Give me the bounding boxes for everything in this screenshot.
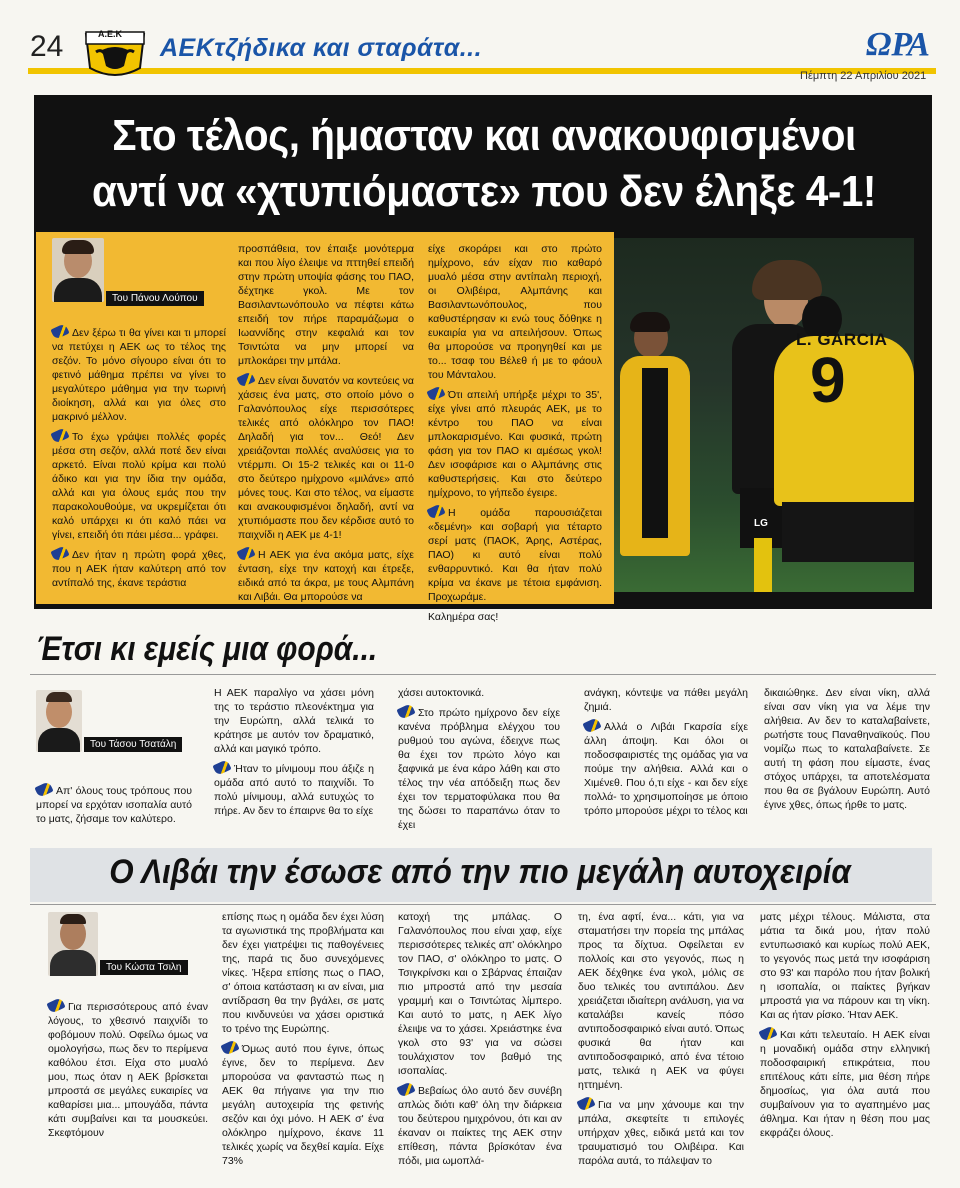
pen-icon	[426, 503, 445, 520]
pen-icon	[396, 1081, 415, 1098]
author-byline: Του Κώστα Τσιλη	[100, 960, 188, 975]
pen-icon	[50, 545, 69, 562]
author-photo-tsatalis	[36, 690, 82, 752]
article2-column-4: ανάγκη, κόντεψε να πάθει μεγάλη ζημιά. Αλλά ο Λιβάι Γκαρσία είχε άλλη άποψη. Και όλοι οι ποδοσφαιριστές της ομάδας για να πούμε την αλήθεια. Αλλά και ο Χιμένεθ. Που ό,τι είχε - και δεν είχε πολλά- το χρησιμοποίησε με όποιο τρόπο μπορούσε μέχρι το τέλος και	[584, 687, 748, 817]
pen-icon	[220, 1039, 239, 1056]
author-byline: Του Τάσου Τσατάλη	[84, 737, 182, 752]
author-photo-tsilis	[48, 912, 98, 976]
article3-column-2: επίσης πως η ομάδα δεν έχει λύση τα αγωνιστικά της προβλήματα και δεν έχει γιατρέψει τις παθογένειες της, παρά τις δυο συνεχόμενες νίκες. Ήξερα επίσης πως ο ΠΑΟ, σ' όποια κατάσταση κι αν είναι, μια αντίδραση θα την βγάλει, σε ματς που κινδυνεύει να χάσει οριστικά το τρένο της Ευρώπης. Όμως αυτό που έγινε, όπως έγινε, δεν το περίμενα. Δεν μπορούσα να φανταστώ πως η ΑΕΚ θα πήγαινε για την πιο μεγάλη αυτοχειρία της φετινής σεζόν και όχι μόνο. Η ΑΕΚ σ' ένα ολόκληρο ημίχρονο, έκανε 11 τελικές χωρίς να δεχθεί καμία. Είχε 73%	[222, 911, 384, 1167]
sponsor-logo: LG	[754, 518, 768, 529]
pen-icon	[758, 1025, 777, 1042]
author-photo-loupos	[52, 238, 104, 302]
divider	[30, 904, 936, 905]
article3-column-1: Για περισσότερους από έναν λόγους, το χθεσινό παιχνίδι το φοβόμουν πολύ. Οφείλω όμως να ομολογήσω, πως δεν το περίμενα καθόλου έτσι. Είχα στο μυαλό μου, πως όταν η ΑΕΚ βρίσκεται μπροστά σε μεγάλες ευκαιρίες να καθαρίσει μια... μπουγάδα, πάντα κάτι συμβαίνει και τα μουσκεύει. Σκεφτόμουν	[48, 1000, 208, 1146]
article2-column-1: Απ' όλους τους τρόπους που μπορεί να ερχόταν ισοπαλία αυτό το ματς, ζήσαμε τον καλύτερο.	[36, 784, 192, 832]
publication-logo: ΩΡΑ	[866, 26, 930, 63]
pen-icon	[236, 371, 255, 388]
article1-column-2: προσπάθεια, τον έπαιξε μονότερμα και που λίγο έλειψε να πττηθεί επειδή στην πρώτη υποψία φάσης του ΠΑΟ, δέχτηκε γκολ. Με τον Βασιλαντωνόπουλο να πέφτει κάτω επειδή τον πήρε παραμάζωμα ο Ιωαννίδης στην κεφαλιά και τον Τσιντώτα να μην μπορεί να μπλοκάρει την μπάλα. Δεν είναι δυνατόν να κοντεύεις να χάσεις ένα ματς, στο οποίο μόνο ο Γαλανόπουλος είχε περισσότερες τελικές από ολόκληρο τον ΠΑΟ! Δηλαδή για τον... Θεό! Δεν χρειάζονται πολλές αναλύσεις για το ντέρμπι. Οι 15-2 τελικές και οι 11-0 στο δεύτερο ημίχρονο «μιλάνε» από μόνες τους. Και στο τέλος, να είμαστε και ανακουφισμένοι δηλαδή, αντί να χτυπιόμαστε που δεν κέρδισε αυτό το παιχνίδι η ΑΕΚ με 4-1! Η ΑΕΚ για ένα ακόμα ματς, είχε ένταση, είχε την κατοχή και έτρεξε, ειδικά από τα άκρα, με τους Αλμπάνη και Λιβάι. Θα μπορούσε να	[238, 243, 414, 603]
article1-column-1: Δεν ξέρω τι θα γίνει και τι μπορεί να πετύχει η ΑΕΚ ως το τέλος της σεζόν. Το μόνο σίγουρο είναι ότι το φετινό μάθημα πρέπει να γίνει το μεγαλύτερο μάθημα για την τωρινή διοίκηση, αλλά και για όλες στο μακρινό μέλλον. Το έχω γράψει πολλές φορές μέσα στη σεζόν, αλλά ποτέ δεν είναι αρκετό. Είναι πολύ κρίμα και πολύ άδικο και για την ίδια την ομάδα, αλλά και για όλους εμάς που την παρακολουθούμε, να υκρεμίζεται ότι καλό υπάρχει κι ότι καλό πάει να γίνει, επειδή ότι πάει μέσα... γράφει. Δεν ήταν η πρώτη φορά χθες, που η ΑΕΚ ήταν καλύτερη από τον αντίπαλό της, έκανε τεράστια	[52, 326, 226, 596]
pen-icon	[50, 427, 69, 444]
main-headline-line1: Στο τέλος, ήμασταν και ανακουφισμένοι	[112, 111, 856, 160]
article2-headline: Έτσι κι εμείς μια φορά...	[36, 630, 378, 668]
pen-icon	[50, 323, 69, 340]
main-headline	[76, 108, 893, 220]
main-headline-line2: αντί να «χτυπιόμαστε» που δεν έληξε 4-1!	[92, 167, 876, 216]
article2-column-2: Η ΑΕΚ παραλίγο να χάσει μόνη της το τεράστιο πλεονέκτημα για την Ευρώπη, αλλά τελικά το κράτησε με αυτόν τον δραματικό, αλλά και μαγικό τρόπο. Ήταν το μίνιμουμ που άξιζε η ομάδα από αυτό το παιχνίδι. Το πολύ μίνιμουμ, αλλά ευτυχώς το πήρε. Αν δεν το έπαιρνε θα το είχε	[214, 687, 374, 817]
pen-icon	[34, 781, 53, 798]
article1-column-3: είχε σκοράρει και στο πρώτο ημίχρονο, εάν είχαν πιο καθαρό μυαλό μέσα στην αντίπαλη περιοχή, οι Ολιβέιρα, Αλμπάνης και Βασιλαντωνόπουλος, που καθυστέρησαν κι ενώ τους δόθηκε η ευκαιρία για να απειλήσουν. Όπως θα μπορούσε να προηγηθεί και με το... τσαφ του Βέλεθ ή με το φάουλ του Μάνταλου. Ότι απειλή υπήρξε μέχρι το 35', είχε γίνει από πλευράς ΑΕΚ, με το κέντρο του ΠΑΟ να είναι μπλοκαρισμένο. Και φυσικά, πρώτη φάση για τον ΠΑΟ κι αμέσως γκολ! Δεν ισοφάρισε και ο Αλμπάνης στις καθυστερήσεις. Και στο δεύτερο ημίχρονο, το γήπεδο έγειρε. Η ομάδα παρουσιάζεται «δεμένη» και σοβαρή για τέταρτο σερί ματς (ΠΑΟΚ, Άρης, Αστέρας, ΠΑΟ) κι αυτό είναι πολύ ενθαρρυντικό. Και θα ήταν πολύ κρίμα να έκανε με τέτοια εμφάνιση. Προχωράμε. Καλημέρα σας!	[428, 243, 602, 623]
article3-column-4: τη, ένα αφτί, ένα... κάτι, για να σταματήσει την πορεία της μπάλας προς τα δίχτυα. Οφείλεται εν πολλοίς και στο γεγονός, πως η ΑΕΚ δέχθηκε ένα γκολ, μόλις σε δυο τελικές του αντιπάλου. Δεν χρειάζεται ιδιαίτερη ανάλυση, για να καταλάβει κανείς πόσο αντιποδοσφαιρικό είναι αυτό. Όπως φυσικά θα ήταν και αντιποδοσφαιρικό, από ένα τέτοιο ματς, τελικά η ΑΕΚ να φύγει ηττημένη. Για να μην χάνουμε και την μπάλα, σκεφτείτε τι επιλογές υπήρχαν χθες, ειδικά μετά και τον τραυματισμό του Ολιβέιρα. Και παρόλα αυτά, το πάλεψαν το	[578, 911, 745, 1167]
crest-text: Α.Ε.Κ	[98, 29, 123, 39]
article3-column-3: κατοχή της μπάλας. Ο Γαλανόπουλος που είναι χαφ, είχε περισσότερες τελικές απ' ολόκληρο τον ΠΑΟ, σ' ολόκληρο το ματς. Ο Τσιγκρίνσκι και ο Σβάρνας έπαιζαν πιο μπροστά από την μεσαία γραμμή και ο Τσιντώτας λίμπερο. Και αυτό το ματς, η ΑΕΚ λίγο έλειψε να το χάσει. Χρειάστηκε ένα γκολ στο 93' για να σώσει τουλάχιστον τον βαθμό της ισοπαλίας. Βεβαίως όλο αυτό δεν συνέβη απλώς διότι καθ' όλη την διάρκεια του δεύτερου ημιχρόνου, ότι και αν έκαναν οι παίκτες της ΑΕΚ στην επίθεση, πάντα βρίσκόταν ένα πόδι, μια ωμοπλά-	[398, 911, 562, 1167]
pen-icon	[236, 545, 255, 562]
divider	[30, 674, 936, 675]
article3-column-5: ματς μέχρι τέλους. Μάλιστα, στα μάτια τα δικά μου, ήταν πολύ εντυπωσιακό και κυρίως πολύ ΑΕΚ, το γεγονός πως μετά την ισοφάριση στο 93' και παρόλο που ήταν βολική η ισοπαλία, οι παίκτες βγήκαν μπροστά για να πάρουν και τη νίκη. Και ας ήταν ρίσκο. Ήταν ΑΕΚ. Και κάτι τελευταίο. Η ΑΕΚ είναι η μοναδική ομάδα στην ελληνική ποδοσφαιρική επικράτεια, που επιτέλους κάτι είπε, μια θέση πήρε δημοσίως, για όλα αυτά που συμβαίνουν για το αγαπημένο μας άθλημα. Και ήταν η θέση που μας εκφράζει όλους.	[760, 911, 930, 1139]
pen-icon	[582, 717, 601, 734]
article2-column-3: χάσει αυτοκτονικά. Στο πρώτο ημίχρονο δεν είχε κανένα πρόβλημα ελέγχου του ρυθμού του αγώνα, έδειχνε πως θα έχει τον πρώτο λόγο και ξαφνικά με ένα κάρο λάθη και στο τέλος την νέα απόδειξη πως δεν έχει τον τερματοφύλακα που θα της δώσει το παραπάνω όταν το έχει	[398, 687, 560, 831]
pen-icon	[212, 759, 231, 776]
pen-icon	[576, 1095, 595, 1112]
author-byline: Του Πάνου Λούπου	[106, 291, 204, 306]
article2-column-5: δικαιώθηκε. Δεν είναι νίκη, αλλά είναι σαν νίκη για να λέμε την αλήθεια. Αν δεν το καταλαβαίνετε, ρωτήστε τους Παναθηναϊκούς. Που νομίζω πως το καταλαβαίνετε. Σε αυτή τη φάση που είμαστε, ένας στόχος υπάρχει, τα αποτελέσματα που θα σε βγάλουν Ευρώπη. Αυτό έγινε χθες, όπως ήρθε το ματς.	[764, 687, 930, 811]
pen-icon	[46, 997, 65, 1014]
jersey-name: L. GARCIA	[796, 330, 888, 349]
match-photo	[614, 238, 914, 592]
jersey-number: 9	[810, 344, 846, 416]
pen-icon	[426, 385, 445, 402]
section-title: ΑΕΚτζήδικα και σταράτα...	[160, 34, 483, 62]
publication-date: Πέμπτη 22 Απριλίου 2021	[800, 70, 927, 82]
pen-icon	[396, 703, 415, 720]
page-number: 24	[30, 30, 64, 63]
article3-headline: Ο Λιβάι την έσωσε από την πιο μεγάλη αυτοχειρία	[109, 853, 851, 891]
